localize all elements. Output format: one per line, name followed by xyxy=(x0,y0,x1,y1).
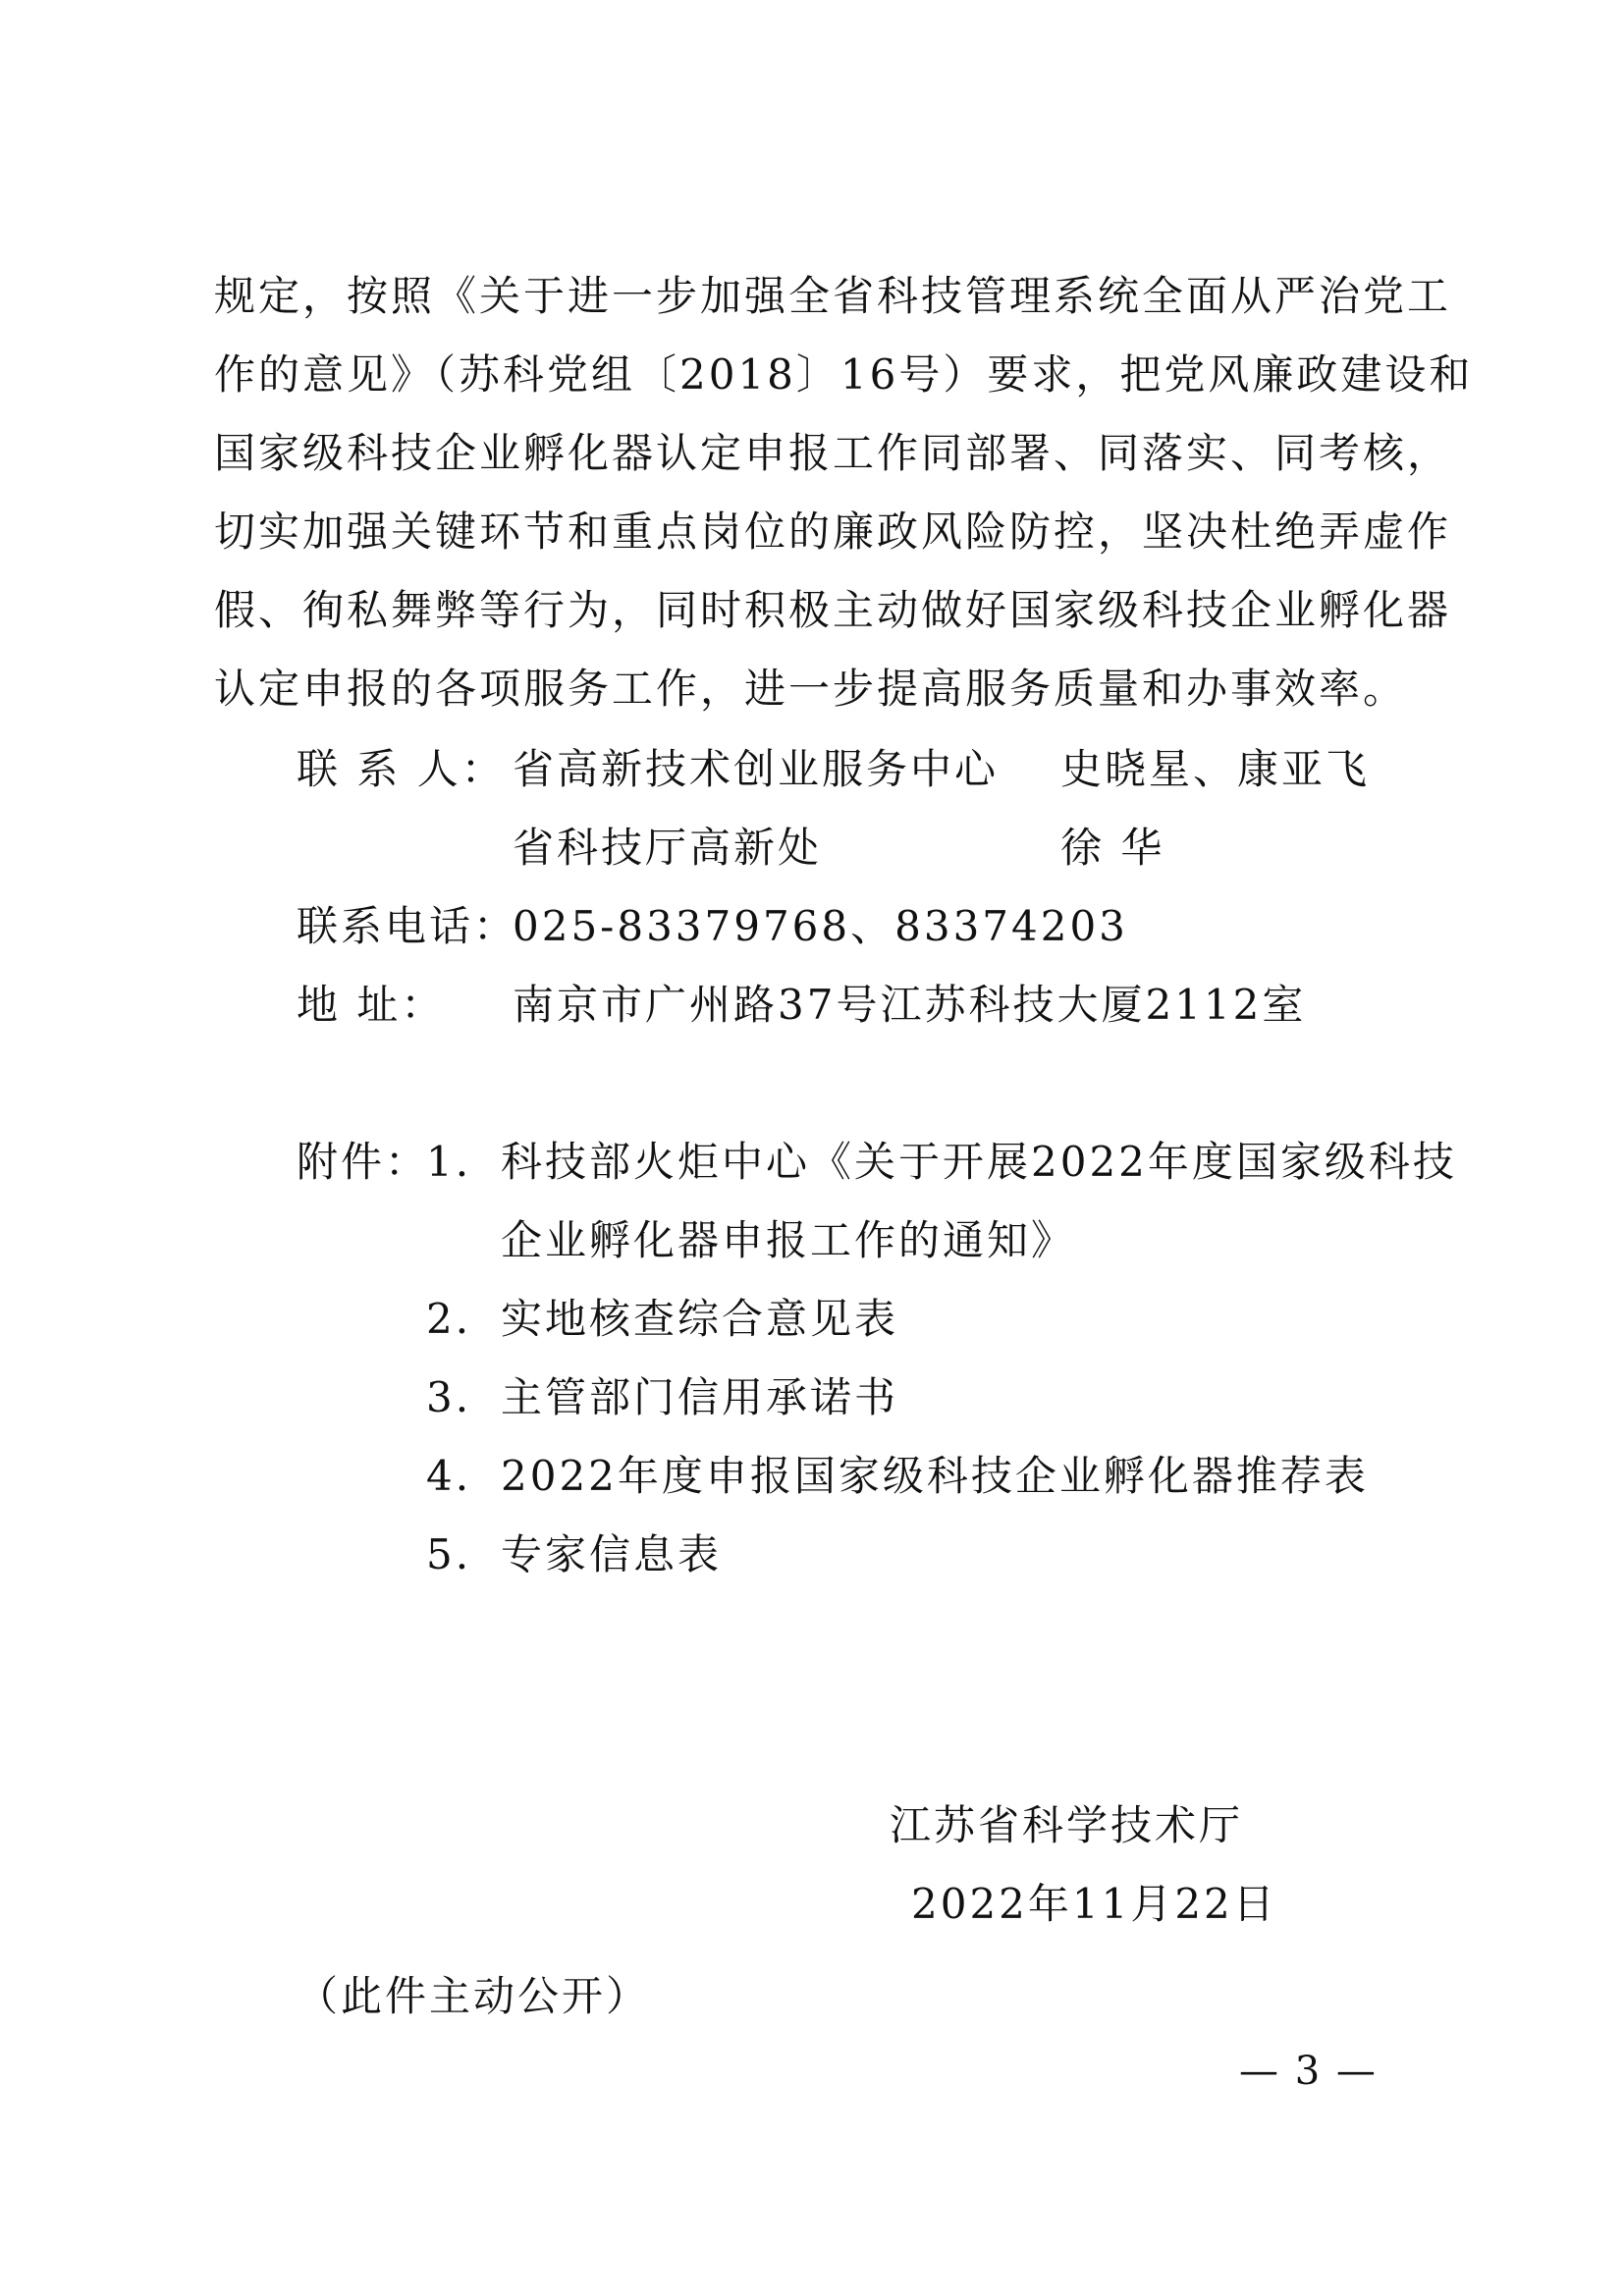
contact-name-2: 徐 华 xyxy=(1060,824,1165,872)
attachment-title-4: 2022年度申报国家级科技企业孵化器推荐表 xyxy=(501,1452,1369,1500)
attachments-label: 附件： xyxy=(297,1138,430,1186)
body-line-2: 作的意见》（苏科党组〔2018〕16号）要求，把党风廉政建设和 xyxy=(214,350,1474,399)
attachment-title-1-cont: 企业孵化器申报工作的通知》 xyxy=(501,1216,1076,1264)
body-line-4: 切实加强关键环节和重点岗位的廉政风险防控，坚决杜绝弄虚作 xyxy=(214,507,1452,556)
public-notice: （此件主动公开） xyxy=(297,1972,651,2020)
contact-name-1: 史晓星、康亚飞 xyxy=(1060,745,1371,793)
body-line-6: 认定申报的各项服务工作，进一步提高服务质量和办事效率。 xyxy=(214,665,1408,713)
contact-phone-value: 025-83379768、83374203 xyxy=(513,902,1128,950)
attachment-title-2: 实地核查综合意见表 xyxy=(501,1295,899,1343)
body-line-3: 国家级科技企业孵化器认定申报工作同部署、同落实、同考核， xyxy=(214,429,1452,477)
attachment-title-1: 科技部火炬中心《关于开展2022年度国家级科技 xyxy=(501,1138,1457,1186)
page-number: — 3 — xyxy=(1239,2049,1378,2094)
signature-date: 2022年11月22日 xyxy=(911,1880,1277,1928)
contact-address-value: 南京市广州路37号江苏科技大厦2112室 xyxy=(513,981,1307,1029)
attachment-number-2: 2. xyxy=(426,1295,472,1343)
body-line-5: 假、徇私舞弊等行为，同时积极主动做好国家级科技企业孵化器 xyxy=(214,586,1452,634)
attachment-number-5: 5. xyxy=(426,1530,472,1578)
attachment-number-3: 3. xyxy=(426,1373,472,1421)
contact-org-1: 省高新技术创业服务中心 xyxy=(513,745,1000,793)
attachment-number-1: 1. xyxy=(426,1138,472,1186)
contact-phone-label: 联系电话： xyxy=(297,902,518,950)
contact-address-label: 地 址： xyxy=(297,981,446,1029)
signature-org: 江苏省科学技术厅 xyxy=(890,1801,1244,1849)
contact-org-2: 省科技厅高新处 xyxy=(513,824,823,872)
attachment-title-5: 专家信息表 xyxy=(501,1530,723,1578)
attachment-title-3: 主管部门信用承诺书 xyxy=(501,1373,899,1421)
body-line-1: 规定，按照《关于进一步加强全省科技管理系统全面从严治党工 xyxy=(214,272,1452,320)
contact-person-label: 联 系 人： xyxy=(297,745,506,793)
attachment-number-4: 4. xyxy=(426,1452,472,1500)
